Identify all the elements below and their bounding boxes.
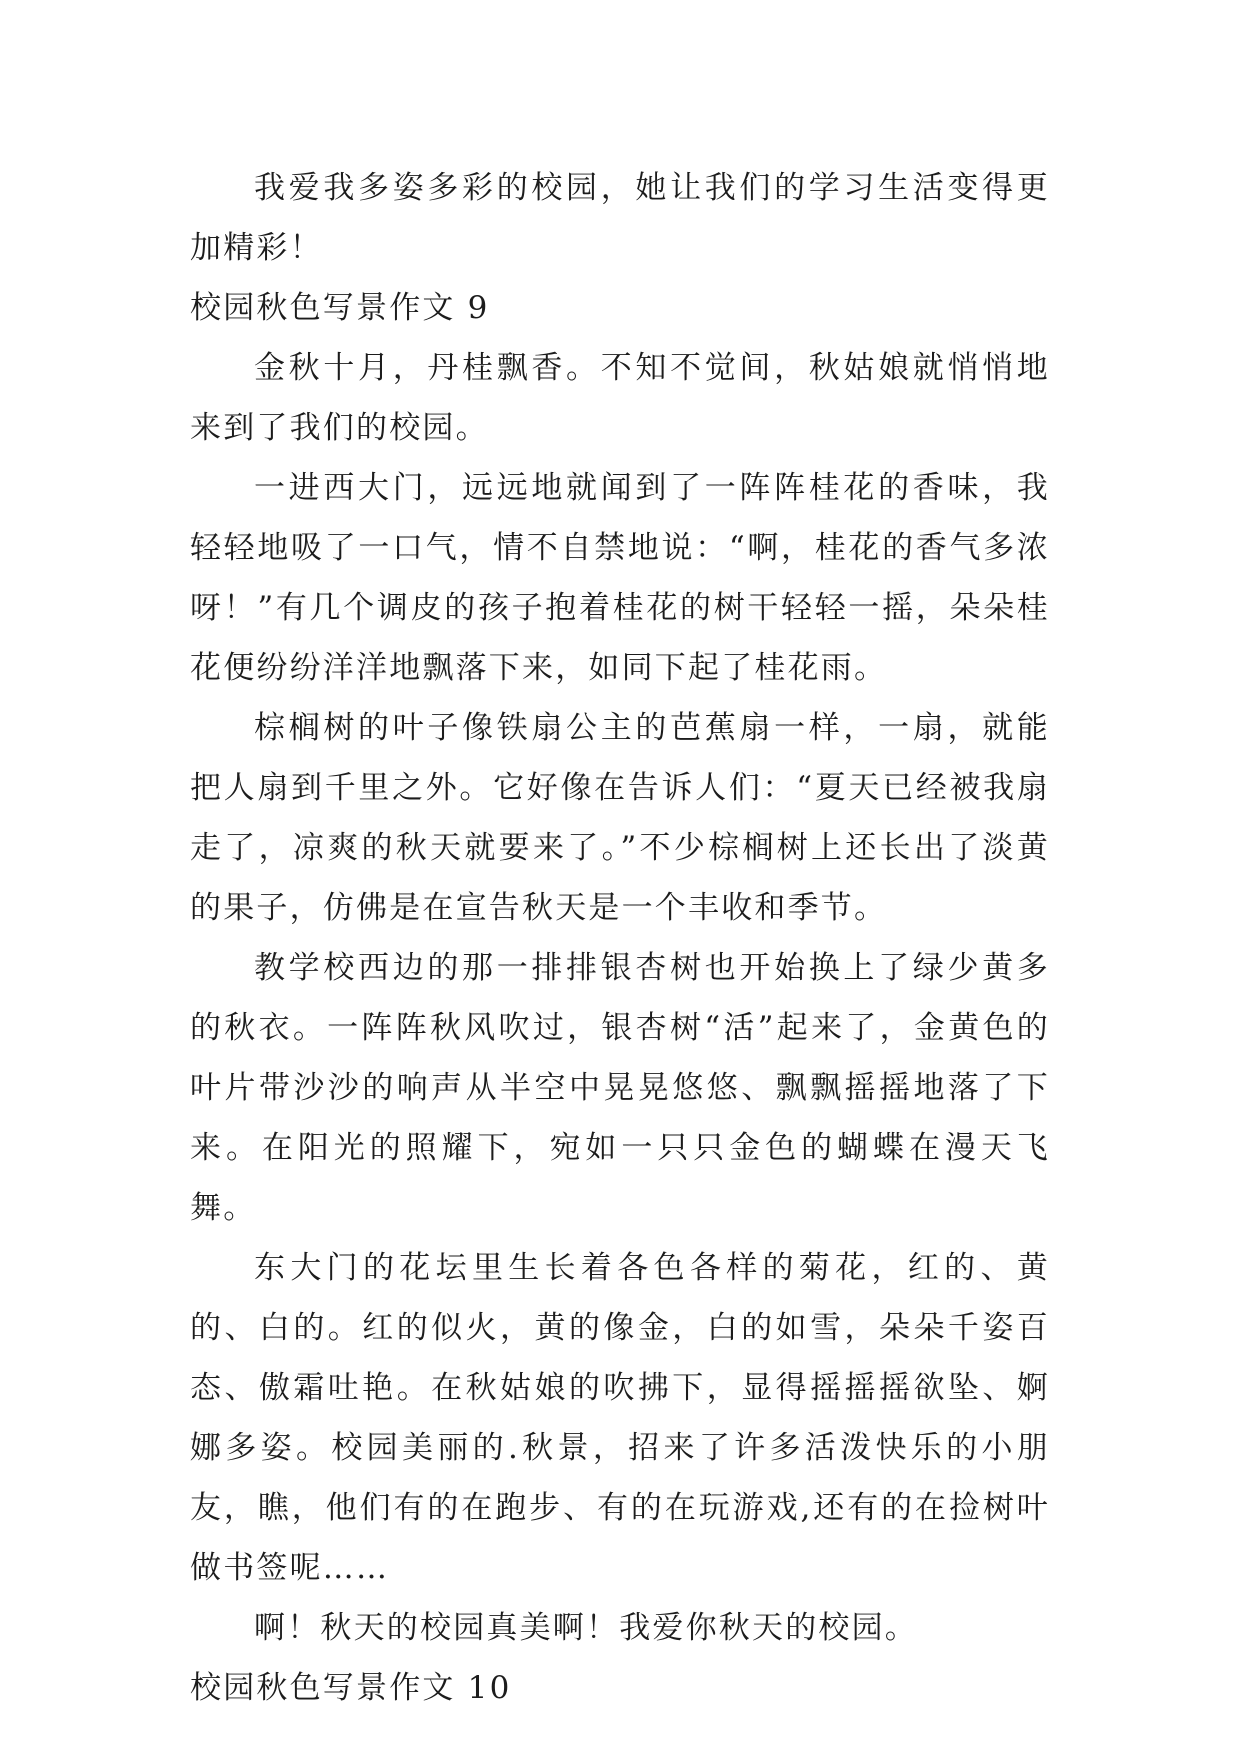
document-body — [190, 158, 1050, 1718]
paragraph-golden-october: 金秋十月，丹桂飘香。不知不觉间，秋姑娘就悄悄地来到了我们的校园。 — [190, 350, 1050, 446]
paragraph-closing-love-campus: 我爱我多姿多彩的校园，她让我们的学习生活变得更加精彩！ — [190, 170, 1050, 266]
essay-heading-10: 校园秋色写景作文 10 — [190, 1670, 512, 1706]
paragraph-chrysanthemums: 东大门的花坛里生长着各色各样的菊花，红的、黄的、白的。红的似火，黄的像金，白的如雪，朵朵千姿百态、傲霜吐艳。在秋姑娘的吹拂下，显得摇摇摇欲坠、婀娜多姿。校园美丽的.秋景，招来了许多活泼快乐的小朋友，瞧，他们有的在跑步、有的在玩游戏,还有的在捡树叶做书签呢…… — [190, 1250, 1050, 1586]
paragraph-conclusion: 啊！秋天的校园真美啊！我爱你秋天的校园。 — [254, 1610, 918, 1646]
paragraph-osmanthus: 一进西大门，远远地就闻到了一阵阵桂花的香味，我轻轻地吸了一口气，情不自禁地说：“啊，桂花的香气多浓呀！”有几个调皮的孩子抱着桂花的树干轻轻一摇，朵朵桂花便纷纷洋洋地飘落下来，如同下起了桂花雨。 — [190, 470, 1050, 686]
paragraph-palm-trees: 棕榈树的叶子像铁扇公主的芭蕉扇一样，一扇，就能把人扇到千里之外。它好像在告诉人们：“夏天已经被我扇走了，凉爽的秋天就要来了。”不少棕榈树上还长出了淡黄的果子，仿佛是在宣告秋天是一个丰收和季节。 — [190, 710, 1050, 926]
paragraph-ginkgo-trees: 教学校西边的那一排排银杏树也开始换上了绿少黄多的秋衣。一阵阵秋风吹过，银杏树“活”起来了，金黄色的叶片带沙沙的响声从半空中晃晃悠悠、飘飘摇摇地落了下来。在阳光的照耀下，宛如一只只金色的蝴蝶在漫天飞舞。 — [190, 950, 1050, 1226]
essay-heading-9: 校园秋色写景作文 9 — [190, 290, 490, 326]
